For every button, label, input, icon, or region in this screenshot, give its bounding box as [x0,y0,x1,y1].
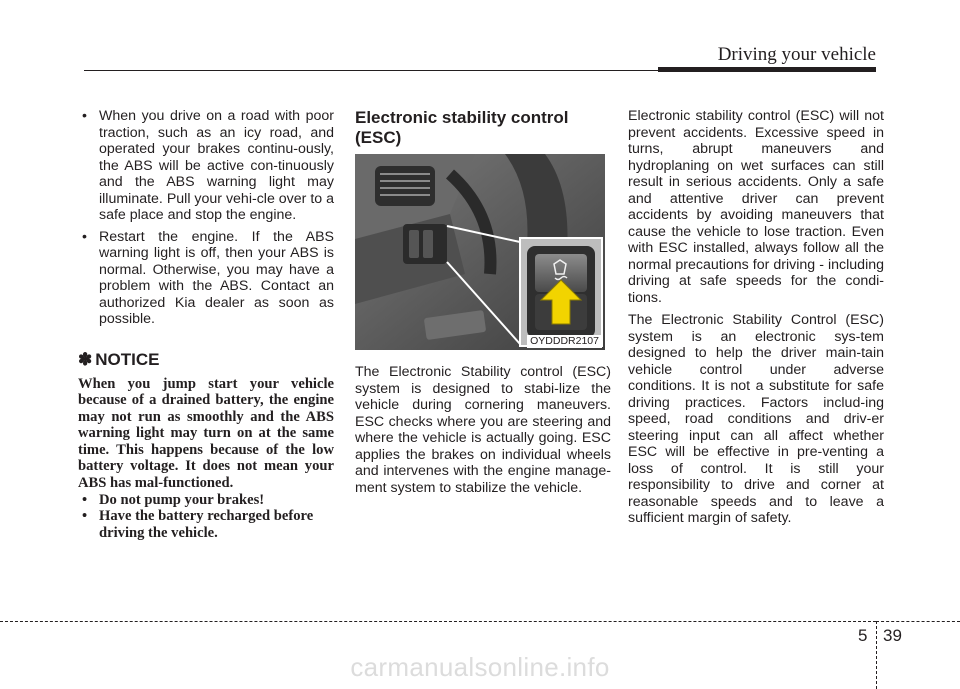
esc-switch-figure [355,154,605,350]
chapter-number: 5 [858,626,868,645]
bullet-glyph: • [82,508,88,525]
bullet-text: Restart the engine. If the ABS warning light is off, then your ABS is normal. Otherwise, you may have a problem with the ABS. Contact an authorized Kia dealer as soon as possible. [99,228,334,327]
right-column [628,108,884,527]
header-rule-accent [658,67,876,72]
notice-star-icon: ✽ [78,349,93,369]
bullet-glyph: • [82,228,87,245]
notice-list-item [78,492,334,509]
section-title: Electronic stability control (ESC) [355,108,569,147]
notice-body: When you jump start your vehicle because of a drained battery, the engine may not run as smoothly and the ABS warning light may turn on at the same time. This happens because of the low battery voltage. It does not mean your ABS has mal-functioned. [78,375,334,492]
bullet-glyph: • [82,108,87,124]
esc-description-paragraph: The Electronic Stability Control (ESC) system is an electronic sys-tem designed to help the driver main-tain vehicle control under adverse conditions. It is not a substitute for safe driving practices. Factors includ-ing speed, road conditions and driv-er steering input can all affect whether ESC will be effective in pre-venting a loss of control. It is still your responsibility to drive and corner at reasonable speeds and to leave a sufficient margin of safety. [628,312,884,526]
notice-bullet-text: Have the battery recharged before driving the vehicle. [99,508,314,541]
bullet-glyph: • [82,491,88,508]
dashboard-illustration [355,154,605,350]
footer-rule [0,621,876,622]
watermark: carmanualsonline.info [350,652,610,682]
left-column [78,108,334,541]
page-number: 39 [883,626,902,645]
bullet-text: When you drive on a road with poor traction, such as an icy road, and operated your brakes continu-ously, the ABS will be active con-tinuously and the ABS warning light may illuminate. Pull your vehi-cle over to a safe place and stop the engine. [99,108,334,223]
notice-list-item [78,508,334,541]
esc-warning-paragraph: Electronic stability control (ESC) will not prevent accidents. Excessive speed in turns, abrupt maneuvers and hydroplaning on wet surfaces can still result in serious accidents. Only a safe and attentive driver can prevent accidents by avoiding maneuvers that cause the vehicle to lose traction. Even with ESC installed, always follow all the normal precautions for driving - including driving at safe speeds for the condi-tions. [628,108,884,306]
running-header: Driving your vehicle [717,44,876,65]
esc-intro-paragraph: The Electronic Stability control (ESC) system is designed to stabi-lize the vehicle during cornering maneuvers. ESC checks where you are steering and where the vehicle is actually going. ESC applies the brakes on individual wheels and intervenes with the engine manage-ment system to stabilize the vehicle. [355,364,611,496]
list-item [78,108,334,224]
figure-code: OYDDDR2107 [527,335,602,348]
list-item [78,229,334,328]
notice-heading [78,350,334,370]
footer-rule-right [876,621,960,622]
notice-title: NOTICE [95,349,160,369]
notice-bullet-text: Do not pump your brakes! [99,491,265,508]
middle-column [355,108,611,496]
